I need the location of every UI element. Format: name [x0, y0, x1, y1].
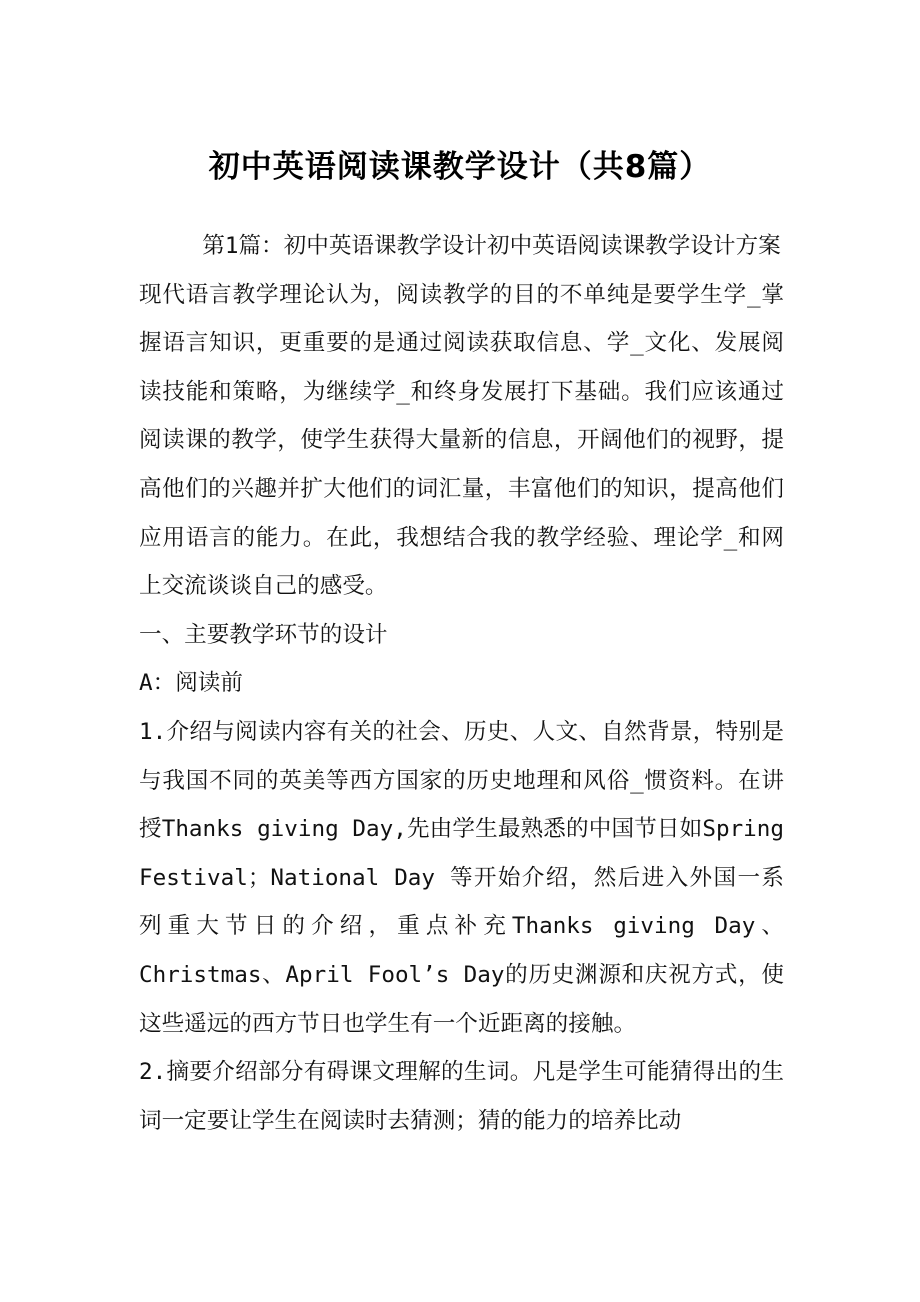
paragraph-item-2: 2.摘要介绍部分有碍课文理解的生词。凡是学生可能猜得出的生词一定要让学生在阅读时去猜测；猜的能力的培养比动 — [139, 1059, 784, 1134]
document-title: 初中英语阅读课教学设计（共8篇） — [208, 149, 712, 185]
paragraph-item-1: 1.介绍与阅读内容有关的社会、历史、人文、自然背景，特别是与我国不同的英美等西方国家的历史地理和风俗_惯资料。在讲授Thanks giving Day,先由学生最熟悉的中国节日如Spring Festival；National Day 等开始介绍，然后进入外国一系列重大节日的介绍，重点补充Thanks giving Day、Christmas、April Fool’s Day的历史渊源和庆祝方式，使这些遥远的西方节日也学生有一个近距离的接触。 — [139, 718, 784, 1037]
paragraph-section-heading: 第1篇：初中英语课教学设计初中英语阅读课教学设计方案 — [202, 233, 781, 259]
paragraph-intro: 现代语言教学理论认为，阅读教学的目的不单纯是要学生学_掌握语言知识，更重要的是通过阅读获取信息、学_文化、发展阅读技能和策略，为继续学_和终身发展打下基础。我们应该通过阅读课的教学，使学生获得大量新的信息，开阔他们的视野，提高他们的兴趣并扩大他们的词汇量，丰富他们的知识，提高他们应用语言的能力。在此，我想结合我的教学经验、理论学_和网上交流谈谈自己的感受。 — [139, 281, 784, 600]
paragraph-heading-main-links: 一、主要教学环节的设计 — [139, 621, 388, 648]
document-body — [139, 222, 784, 1145]
paragraph-heading-pre-reading: A：阅读前 — [139, 670, 243, 697]
